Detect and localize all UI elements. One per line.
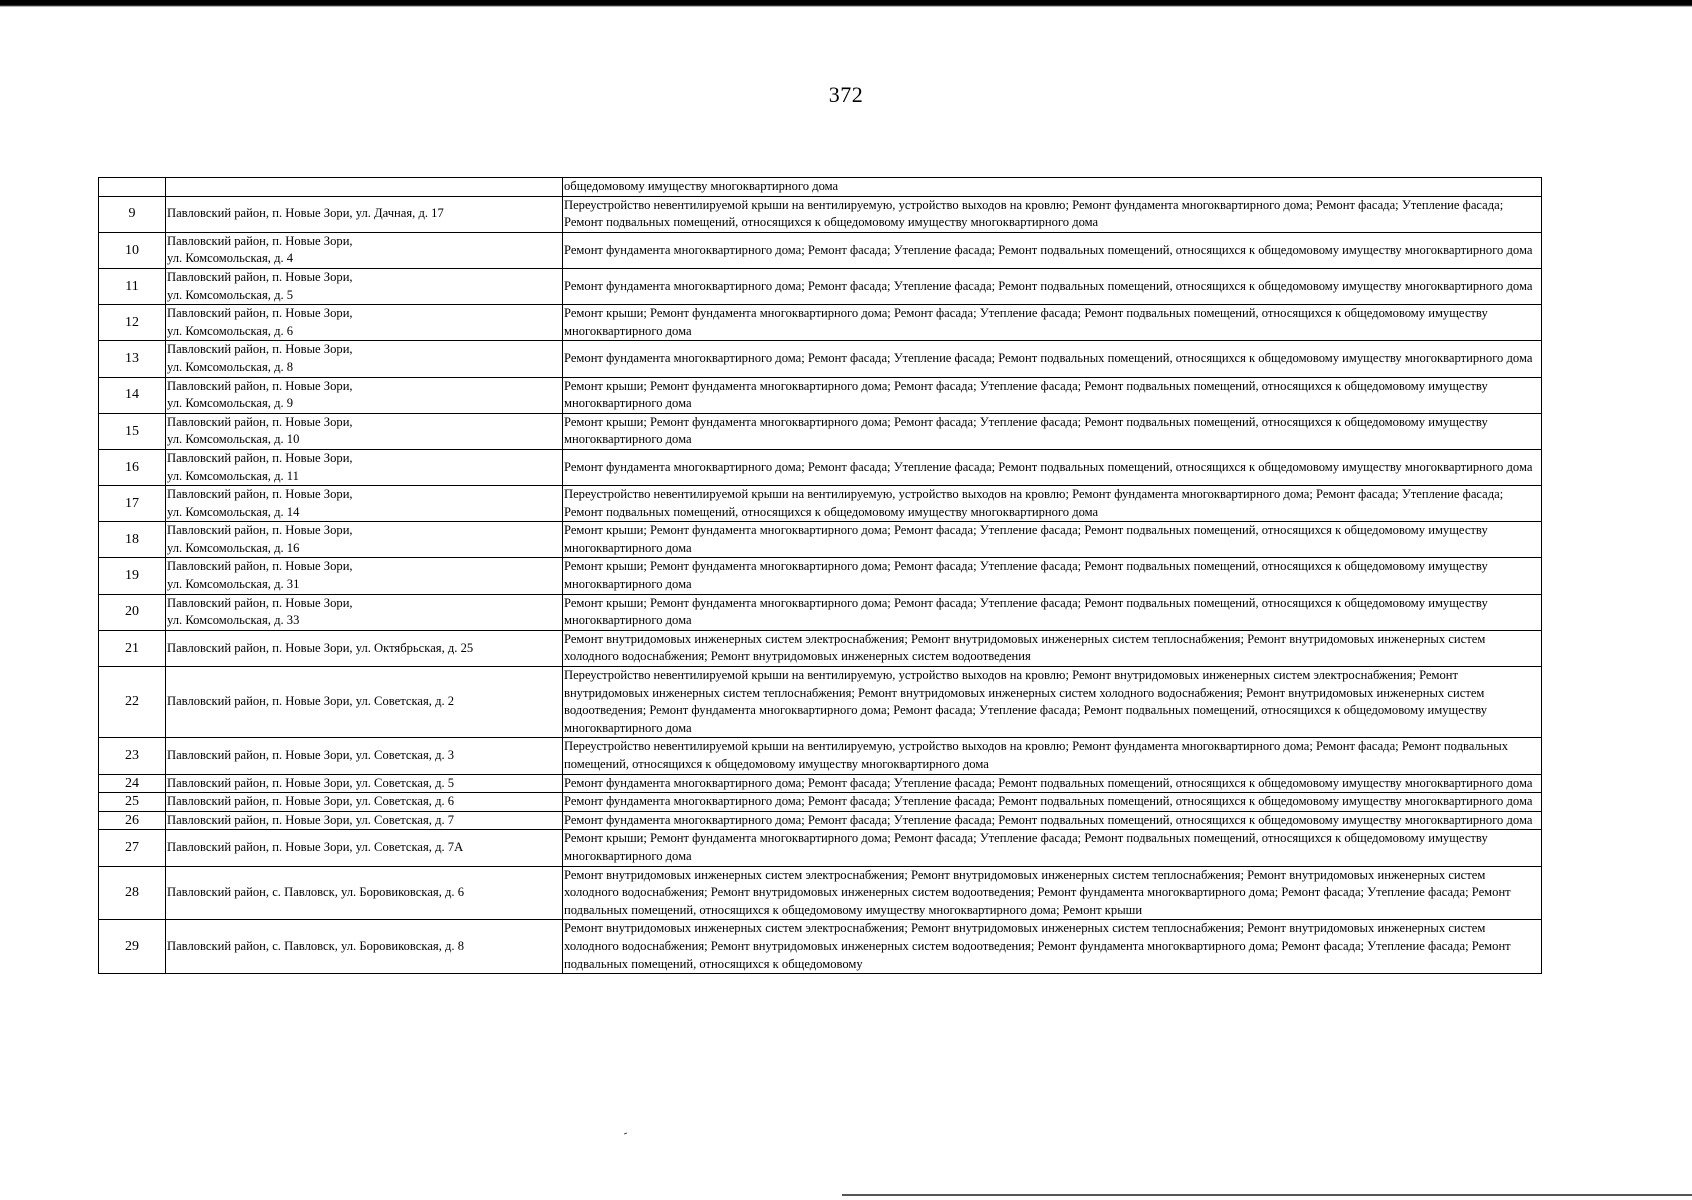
- table-body: [99, 178, 1542, 974]
- cell-number: 19: [99, 558, 166, 594]
- scan-top-edge: [0, 0, 1692, 7]
- cell-works: Ремонт внутридомовых инженерных систем электроснабжения; Ремонт внутридомовых инженерных систем теплоснабжения; Ремонт внутридомовых инженерных систем холодного водоснабжения; Ремонт внутридомовых инженерных систем водоотведения; Ремонт фундамента многоквартирного дома; Ремонт фасада; Утепление фасада; Ремонт подвальных помещений, относящихся к общедомовому имуществу многоквартирного дома; Ремонт крыши: [563, 866, 1542, 920]
- cell-works: Ремонт фундамента многоквартирного дома; Ремонт фасада; Утепление фасада; Ремонт подвальных помещений, относящихся к общедомовому имуществу многоквартирного дома: [563, 268, 1542, 304]
- table-row: [99, 920, 1542, 974]
- cell-number: 11: [99, 268, 166, 304]
- works-table: [98, 177, 1542, 974]
- cell-works: Ремонт фундамента многоквартирного дома; Ремонт фасада; Утепление фасада; Ремонт подвальных помещений, относящихся к общедомовому имуществу многоквартирного дома: [563, 793, 1542, 812]
- cell-address: Павловский район, п. Новые Зори, ул. Комсомольская, д. 9: [166, 377, 563, 413]
- table-row: [99, 866, 1542, 920]
- cell-number: 25: [99, 793, 166, 812]
- cell-address: Павловский район, п. Новые Зори, ул. Комсомольская, д. 8: [166, 341, 563, 377]
- cell-works: общедомовому имуществу многоквартирного дома: [563, 178, 1542, 197]
- cell-number: 12: [99, 305, 166, 341]
- table-row: [99, 830, 1542, 866]
- cell-number: 22: [99, 667, 166, 738]
- cell-address: Павловский район, п. Новые Зори, ул. Комсомольская, д. 14: [166, 486, 563, 522]
- cell-address: Павловский район, п. Новые Зори, ул. Комсомольская, д. 16: [166, 522, 563, 558]
- cell-address: Павловский район, п. Новые Зори, ул. Комсомольская, д. 5: [166, 268, 563, 304]
- table-row: [99, 558, 1542, 594]
- table-row: [99, 667, 1542, 738]
- cell-number: 29: [99, 920, 166, 974]
- table-row: [99, 774, 1542, 793]
- cell-number: 18: [99, 522, 166, 558]
- cell-works: Ремонт крыши; Ремонт фундамента многоквартирного дома; Ремонт фасада; Утепление фасада; Ремонт подвальных помещений, относящихся к общедомовому имуществу многоквартирного дома: [563, 594, 1542, 630]
- cell-works: Ремонт фундамента многоквартирного дома; Ремонт фасада; Утепление фасада; Ремонт подвальных помещений, относящихся к общедомовому имуществу многоквартирного дома: [563, 449, 1542, 485]
- cell-works: Ремонт фундамента многоквартирного дома; Ремонт фасада; Утепление фасада; Ремонт подвальных помещений, относящихся к общедомовому имуществу многоквартирного дома: [563, 341, 1542, 377]
- table-row: [99, 522, 1542, 558]
- cell-address: Павловский район, п. Новые Зори, ул. Советская, д. 6: [166, 793, 563, 812]
- table-row: [99, 377, 1542, 413]
- table-row: [99, 305, 1542, 341]
- cell-address: Павловский район, п. Новые Зори, ул. Октябрьская, д. 25: [166, 630, 563, 666]
- table-row: [99, 449, 1542, 485]
- cell-address: Павловский район, п. Новые Зори, ул. Комсомольская, д. 31: [166, 558, 563, 594]
- cell-works: Переустройство невентилируемой крыши на вентилируемую, устройство выходов на кровлю; Ремонт фундамента многоквартирного дома; Ремонт фасада; Утепление фасада; Ремонт подвальных помещений, относящихся к общедомовому имуществу многоквартирного дома: [563, 486, 1542, 522]
- cell-number: 20: [99, 594, 166, 630]
- table-row: [99, 341, 1542, 377]
- cell-works: Ремонт крыши; Ремонт фундамента многоквартирного дома; Ремонт фасада; Утепление фасада; Ремонт подвальных помещений, относящихся к общедомовому имуществу многоквартирного дома: [563, 522, 1542, 558]
- cell-address: Павловский район, п. Новые Зори, ул. Комсомольская, д. 6: [166, 305, 563, 341]
- cell-works: Ремонт фундамента многоквартирного дома; Ремонт фасада; Утепление фасада; Ремонт подвальных помещений, относящихся к общедомовому имуществу многоквартирного дома: [563, 232, 1542, 268]
- cell-works: Переустройство невентилируемой крыши на вентилируемую, устройство выходов на кровлю; Ремонт фундамента многоквартирного дома; Ремонт фасада; Утепление фасада; Ремонт подвальных помещений, относящихся к общедомовому имуществу многоквартирного дома: [563, 196, 1542, 232]
- table-row: [99, 486, 1542, 522]
- cell-number: 27: [99, 830, 166, 866]
- cell-number: 21: [99, 630, 166, 666]
- table-row-continuation: [99, 178, 1542, 197]
- cell-number: 10: [99, 232, 166, 268]
- cell-number: 23: [99, 738, 166, 774]
- cell-number: 13: [99, 341, 166, 377]
- table-row: [99, 232, 1542, 268]
- cell-works: Ремонт фундамента многоквартирного дома; Ремонт фасада; Утепление фасада; Ремонт подвальных помещений, относящихся к общедомовому имуществу многоквартирного дома: [563, 774, 1542, 793]
- cell-address: Павловский район, п. Новые Зори, ул. Советская, д. 3: [166, 738, 563, 774]
- cell-works: Ремонт крыши; Ремонт фундамента многоквартирного дома; Ремонт фасада; Утепление фасада; Ремонт подвальных помещений, относящихся к общедомовому имуществу многоквартирного дома: [563, 377, 1542, 413]
- cell-number: 17: [99, 486, 166, 522]
- cell-number: 14: [99, 377, 166, 413]
- cell-address: Павловский район, п. Новые Зори, ул. Комсомольская, д. 10: [166, 413, 563, 449]
- table-row: [99, 811, 1542, 830]
- cell-works: Ремонт крыши; Ремонт фундамента многоквартирного дома; Ремонт фасада; Утепление фасада; Ремонт подвальных помещений, относящихся к общедомовому имуществу многоквартирного дома: [563, 558, 1542, 594]
- cell-address: Павловский район, п. Новые Зори, ул. Советская, д. 2: [166, 667, 563, 738]
- cell-number: 16: [99, 449, 166, 485]
- cell-number: 28: [99, 866, 166, 920]
- scan-bottom-edge: [842, 1194, 1692, 1196]
- cell-number: [99, 178, 166, 197]
- table-row: [99, 793, 1542, 812]
- table-row: [99, 413, 1542, 449]
- cell-address: Павловский район, п. Новые Зори, ул. Советская, д. 7А: [166, 830, 563, 866]
- table-row: [99, 630, 1542, 666]
- cell-number: 24: [99, 774, 166, 793]
- cell-address: Павловский район, с. Павловск, ул. Боровиковская, д. 8: [166, 920, 563, 974]
- cell-address: Павловский район, с. Павловск, ул. Боровиковская, д. 6: [166, 866, 563, 920]
- cell-works: Ремонт крыши; Ремонт фундамента многоквартирного дома; Ремонт фасада; Утепление фасада; Ремонт подвальных помещений, относящихся к общедомовому имуществу многоквартирного дома: [563, 305, 1542, 341]
- cell-address: Павловский район, п. Новые Зори, ул. Советская, д. 7: [166, 811, 563, 830]
- cell-address: Павловский район, п. Новые Зори, ул. Комсомольская, д. 4: [166, 232, 563, 268]
- cell-address: [166, 178, 563, 197]
- cell-works: Ремонт фундамента многоквартирного дома; Ремонт фасада; Утепление фасада; Ремонт подвальных помещений, относящихся к общедомовому имуществу многоквартирного дома: [563, 811, 1542, 830]
- table-row: [99, 196, 1542, 232]
- cell-number: 9: [99, 196, 166, 232]
- cell-works: Ремонт крыши; Ремонт фундамента многоквартирного дома; Ремонт фасада; Утепление фасада; Ремонт подвальных помещений, относящихся к общедомовому имуществу многоквартирного дома: [563, 830, 1542, 866]
- cell-address: Павловский район, п. Новые Зори, ул. Комсомольская, д. 11: [166, 449, 563, 485]
- scan-speck: [624, 1133, 627, 1135]
- cell-number: 26: [99, 811, 166, 830]
- cell-works: Переустройство невентилируемой крыши на вентилируемую, устройство выходов на кровлю; Ремонт внутридомовых инженерных систем электроснабжения; Ремонт внутридомовых инженерных систем теплоснабжения; Ремонт внутридомовых инженерных систем холодного водоснабжения; Ремонт внутридомовых инженерных систем водоотведения; Ремонт фундамента многоквартирного дома; Ремонт фасада; Утепление фасада; Ремонт подвальных помещений, относящихся к общедомовому имуществу многоквартирного дома: [563, 667, 1542, 738]
- cell-address: Павловский район, п. Новые Зори, ул. Советская, д. 5: [166, 774, 563, 793]
- table-row: [99, 738, 1542, 774]
- cell-address: Павловский район, п. Новые Зори, ул. Комсомольская, д. 33: [166, 594, 563, 630]
- page-number: 372: [828, 82, 864, 107]
- document-table: [98, 177, 1541, 974]
- cell-works: Ремонт внутридомовых инженерных систем электроснабжения; Ремонт внутридомовых инженерных систем теплоснабжения; Ремонт внутридомовых инженерных систем холодного водоснабжения; Ремонт внутридомовых инженерных систем водоотведения; Ремонт фундамента многоквартирного дома; Ремонт фасада; Утепление фасада; Ремонт подвальных помещений, относящихся к общедомовому: [563, 920, 1542, 974]
- cell-works: Ремонт крыши; Ремонт фундамента многоквартирного дома; Ремонт фасада; Утепление фасада; Ремонт подвальных помещений, относящихся к общедомовому имуществу многоквартирного дома: [563, 413, 1542, 449]
- cell-works: Переустройство невентилируемой крыши на вентилируемую, устройство выходов на кровлю; Ремонт фундамента многоквартирного дома; Ремонт фасада; Ремонт подвальных помещений, относящихся к общедомовому имуществу многоквартирного дома: [563, 738, 1542, 774]
- table-row: [99, 268, 1542, 304]
- cell-address: Павловский район, п. Новые Зори, ул. Дачная, д. 17: [166, 196, 563, 232]
- table-row: [99, 594, 1542, 630]
- cell-number: 15: [99, 413, 166, 449]
- cell-works: Ремонт внутридомовых инженерных систем электроснабжения; Ремонт внутридомовых инженерных систем теплоснабжения; Ремонт внутридомовых инженерных систем холодного водоснабжения; Ремонт внутридомовых инженерных систем водоотведения: [563, 630, 1542, 666]
